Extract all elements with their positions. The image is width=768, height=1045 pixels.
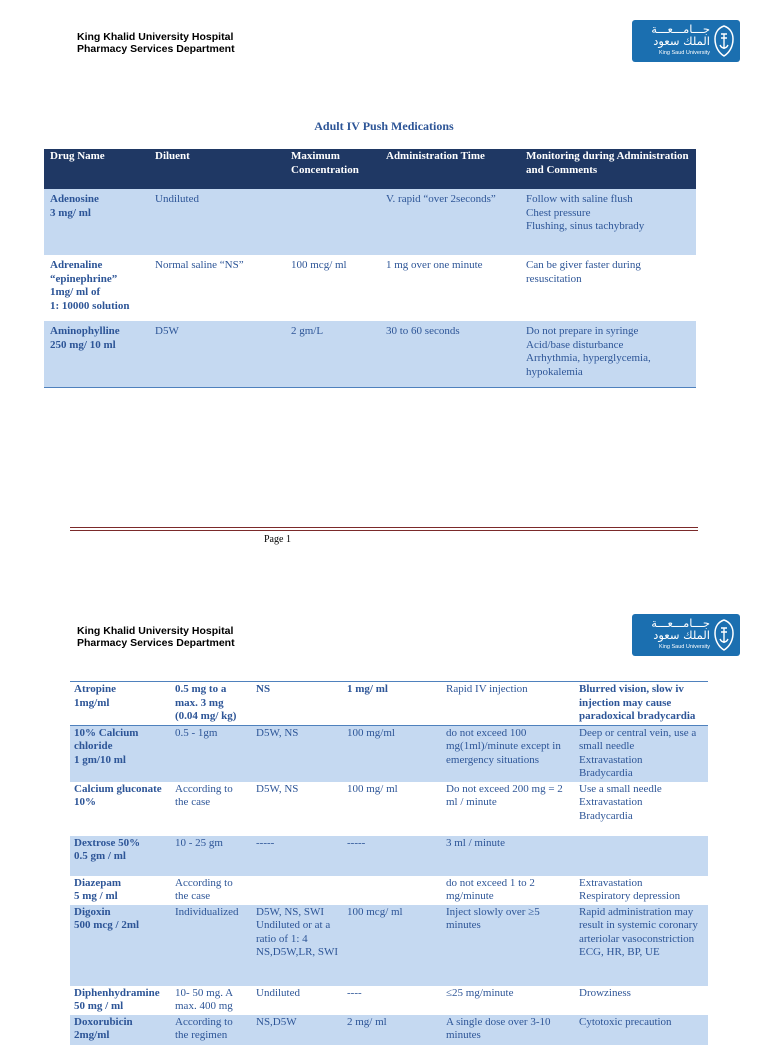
table-cell: Extravastation Respiratory depression [579, 876, 681, 902]
table-cell: Deep or central vein, use a small needle Extravastation Bradycardia [575, 725, 708, 782]
table-cell: Can be giver faster during resuscitation [526, 259, 641, 285]
column-header: Administration Time [380, 149, 520, 189]
department-name: Pharmacy Services Department [77, 637, 235, 649]
drug-name-cell: Diphenhydramine 50 mg / ml [74, 986, 160, 1012]
column-header: Drug Name [44, 149, 149, 189]
table-cell: Rapid administration may result in systemic coronary arteriolar vasoconstriction ECG, HR, BP, UE [575, 905, 708, 986]
drug-name-cell: Adrenaline “epinephrine” 1mg/ ml of 1: 10000 solution [50, 259, 130, 312]
table-cell: Inject slowly over ≥5 minutes [442, 905, 575, 986]
table-cell: 100 mcg/ ml [343, 905, 442, 986]
table-cell [252, 876, 343, 905]
table-cell: do not exceed 1 to 2 mg/minute [446, 876, 535, 902]
table-row [44, 321, 696, 387]
table-row [44, 189, 696, 255]
drug-name-cell: Aminophylline 250 mg/ 10 ml [44, 321, 149, 387]
logo-english-text: King Saud University [658, 644, 710, 650]
table-cell: According to the case [175, 876, 233, 902]
table-header-row [44, 149, 696, 189]
hospital-name: King Khalid University Hospital [77, 625, 234, 637]
department-name: Pharmacy Services Department [77, 43, 235, 55]
footer-rule [70, 527, 698, 531]
table-cell: 100 mg/ ml [347, 782, 398, 795]
table-row [70, 725, 708, 782]
table-cell: D5W, NS [252, 725, 343, 782]
table-cell: Undiluted [149, 189, 285, 255]
table-row [70, 876, 708, 905]
table-cell: 3 ml / minute [442, 836, 575, 876]
table-row [70, 986, 708, 1015]
table-cell: Undiluted [256, 986, 300, 999]
table-cell: 100 mg/ml [343, 725, 442, 782]
iv-push-table-page1 [44, 149, 696, 388]
table-cell: ----- [252, 836, 343, 876]
page2-header-text [77, 625, 235, 649]
hospital-name: King Khalid University Hospital [77, 31, 234, 43]
table-cell: D5W, NS, SWI Undiluted or at a ratio of 1: 4 NS,D5W,LR, SWI [252, 905, 343, 986]
table-cell: ---- [347, 986, 362, 999]
drug-name-cell: Doxorubicin 2mg/ml [70, 1015, 171, 1045]
table-cell: 30 to 60 seconds [380, 321, 520, 387]
table-cell: D5W [149, 321, 285, 387]
column-header: Maximum Concentration [285, 149, 380, 189]
table-cell: do not exceed 100 mg(1ml)/minute except in emergency situations [442, 725, 575, 782]
drug-name-cell: Diazepam 5 mg / ml [74, 876, 122, 902]
table-cell: Individualized [171, 905, 252, 986]
table-cell [575, 836, 708, 876]
table-row [70, 682, 708, 726]
table-cell: 0.5 - 1gm [171, 725, 252, 782]
drug-name-cell: Adenosine 3 mg/ ml [44, 189, 149, 255]
table-cell: A single dose over 3-10 minutes [442, 1015, 575, 1045]
drug-name-cell: Calcium gluconate 10% [74, 782, 162, 808]
table-row [70, 836, 708, 876]
table-cell: V. rapid “over 2seconds” [380, 189, 520, 255]
table-cell: Blurred vision, slow iv injection may cause paradoxical bradycardia [575, 682, 708, 726]
table-cell: 1 mg/ ml [343, 682, 442, 726]
table-cell: ----- [343, 836, 442, 876]
table-cell: Drowziness [579, 986, 631, 999]
table-row [70, 905, 708, 986]
emblem-icon [713, 619, 735, 651]
drug-name-cell: Digoxin 500 mcg / 2ml [70, 905, 171, 986]
document-title: Adult IV Push Medications [314, 119, 454, 133]
table-cell: 2 mg/ ml [343, 1015, 442, 1045]
table-cell: 10- 50 mg. A max. 400 mg [175, 986, 233, 1012]
table-cell: 10 - 25 gm [171, 836, 252, 876]
iv-push-table-page2 [70, 681, 708, 1045]
drug-name-cell: 10% Calcium chloride 1 gm/10 ml [70, 725, 171, 782]
table-cell: Follow with saline flush Chest pressure Flushing, sinus tachybrady [520, 189, 696, 255]
table-row [44, 255, 696, 321]
page-number: Page 1 [264, 534, 291, 545]
logo-english-text: King Saud University [658, 50, 710, 56]
table-cell: Rapid IV injection [442, 682, 575, 726]
table-cell: 100 mcg/ ml [291, 259, 347, 271]
table-cell: 2 gm/L [285, 321, 380, 387]
table-row [70, 1015, 708, 1045]
table-cell: 0.5 mg to a max. 3 mg (0.04 mg/ kg) [171, 682, 252, 726]
table-cell: Do not prepare in syringe Acid/base disturbance Arrhythmia, hyperglycemia, hypokalemia [520, 321, 696, 387]
column-header: Monitoring during Administration and Comments [520, 149, 696, 189]
table-cell: 1 mg over one minute [386, 259, 483, 271]
table-cell: According to the regimen [171, 1015, 252, 1045]
table-cell: NS,D5W [252, 1015, 343, 1045]
table-row [70, 782, 708, 836]
table-cell: Do not exceed 200 mg = 2 ml / minute [446, 782, 563, 808]
drug-name-cell: Atropine 1mg/ml [70, 682, 171, 726]
logo-arabic-text: جـــامـــعـــة الملك سعود [651, 22, 710, 48]
table-cell: Normal saline “NS” [155, 259, 244, 271]
university-logo [632, 20, 740, 62]
table-cell: NS [252, 682, 343, 726]
table-cell: ≤25 mg/minute [446, 986, 514, 999]
page1-header-text [77, 31, 235, 55]
table-cell: Use a small needle Extravastation Bradycardia [579, 782, 662, 822]
emblem-icon [713, 25, 735, 57]
table-cell: D5W, NS [256, 782, 299, 795]
logo-arabic-text: جـــامـــعـــة الملك سعود [651, 616, 710, 642]
table-cell: Cytotoxic precaution [575, 1015, 708, 1045]
table-cell: According to the case [175, 782, 233, 808]
university-logo [632, 614, 740, 656]
table-cell [285, 189, 380, 255]
table-cell [343, 876, 442, 905]
drug-name-cell: Dextrose 50% 0.5 gm / ml [70, 836, 171, 876]
column-header: Diluent [149, 149, 285, 189]
